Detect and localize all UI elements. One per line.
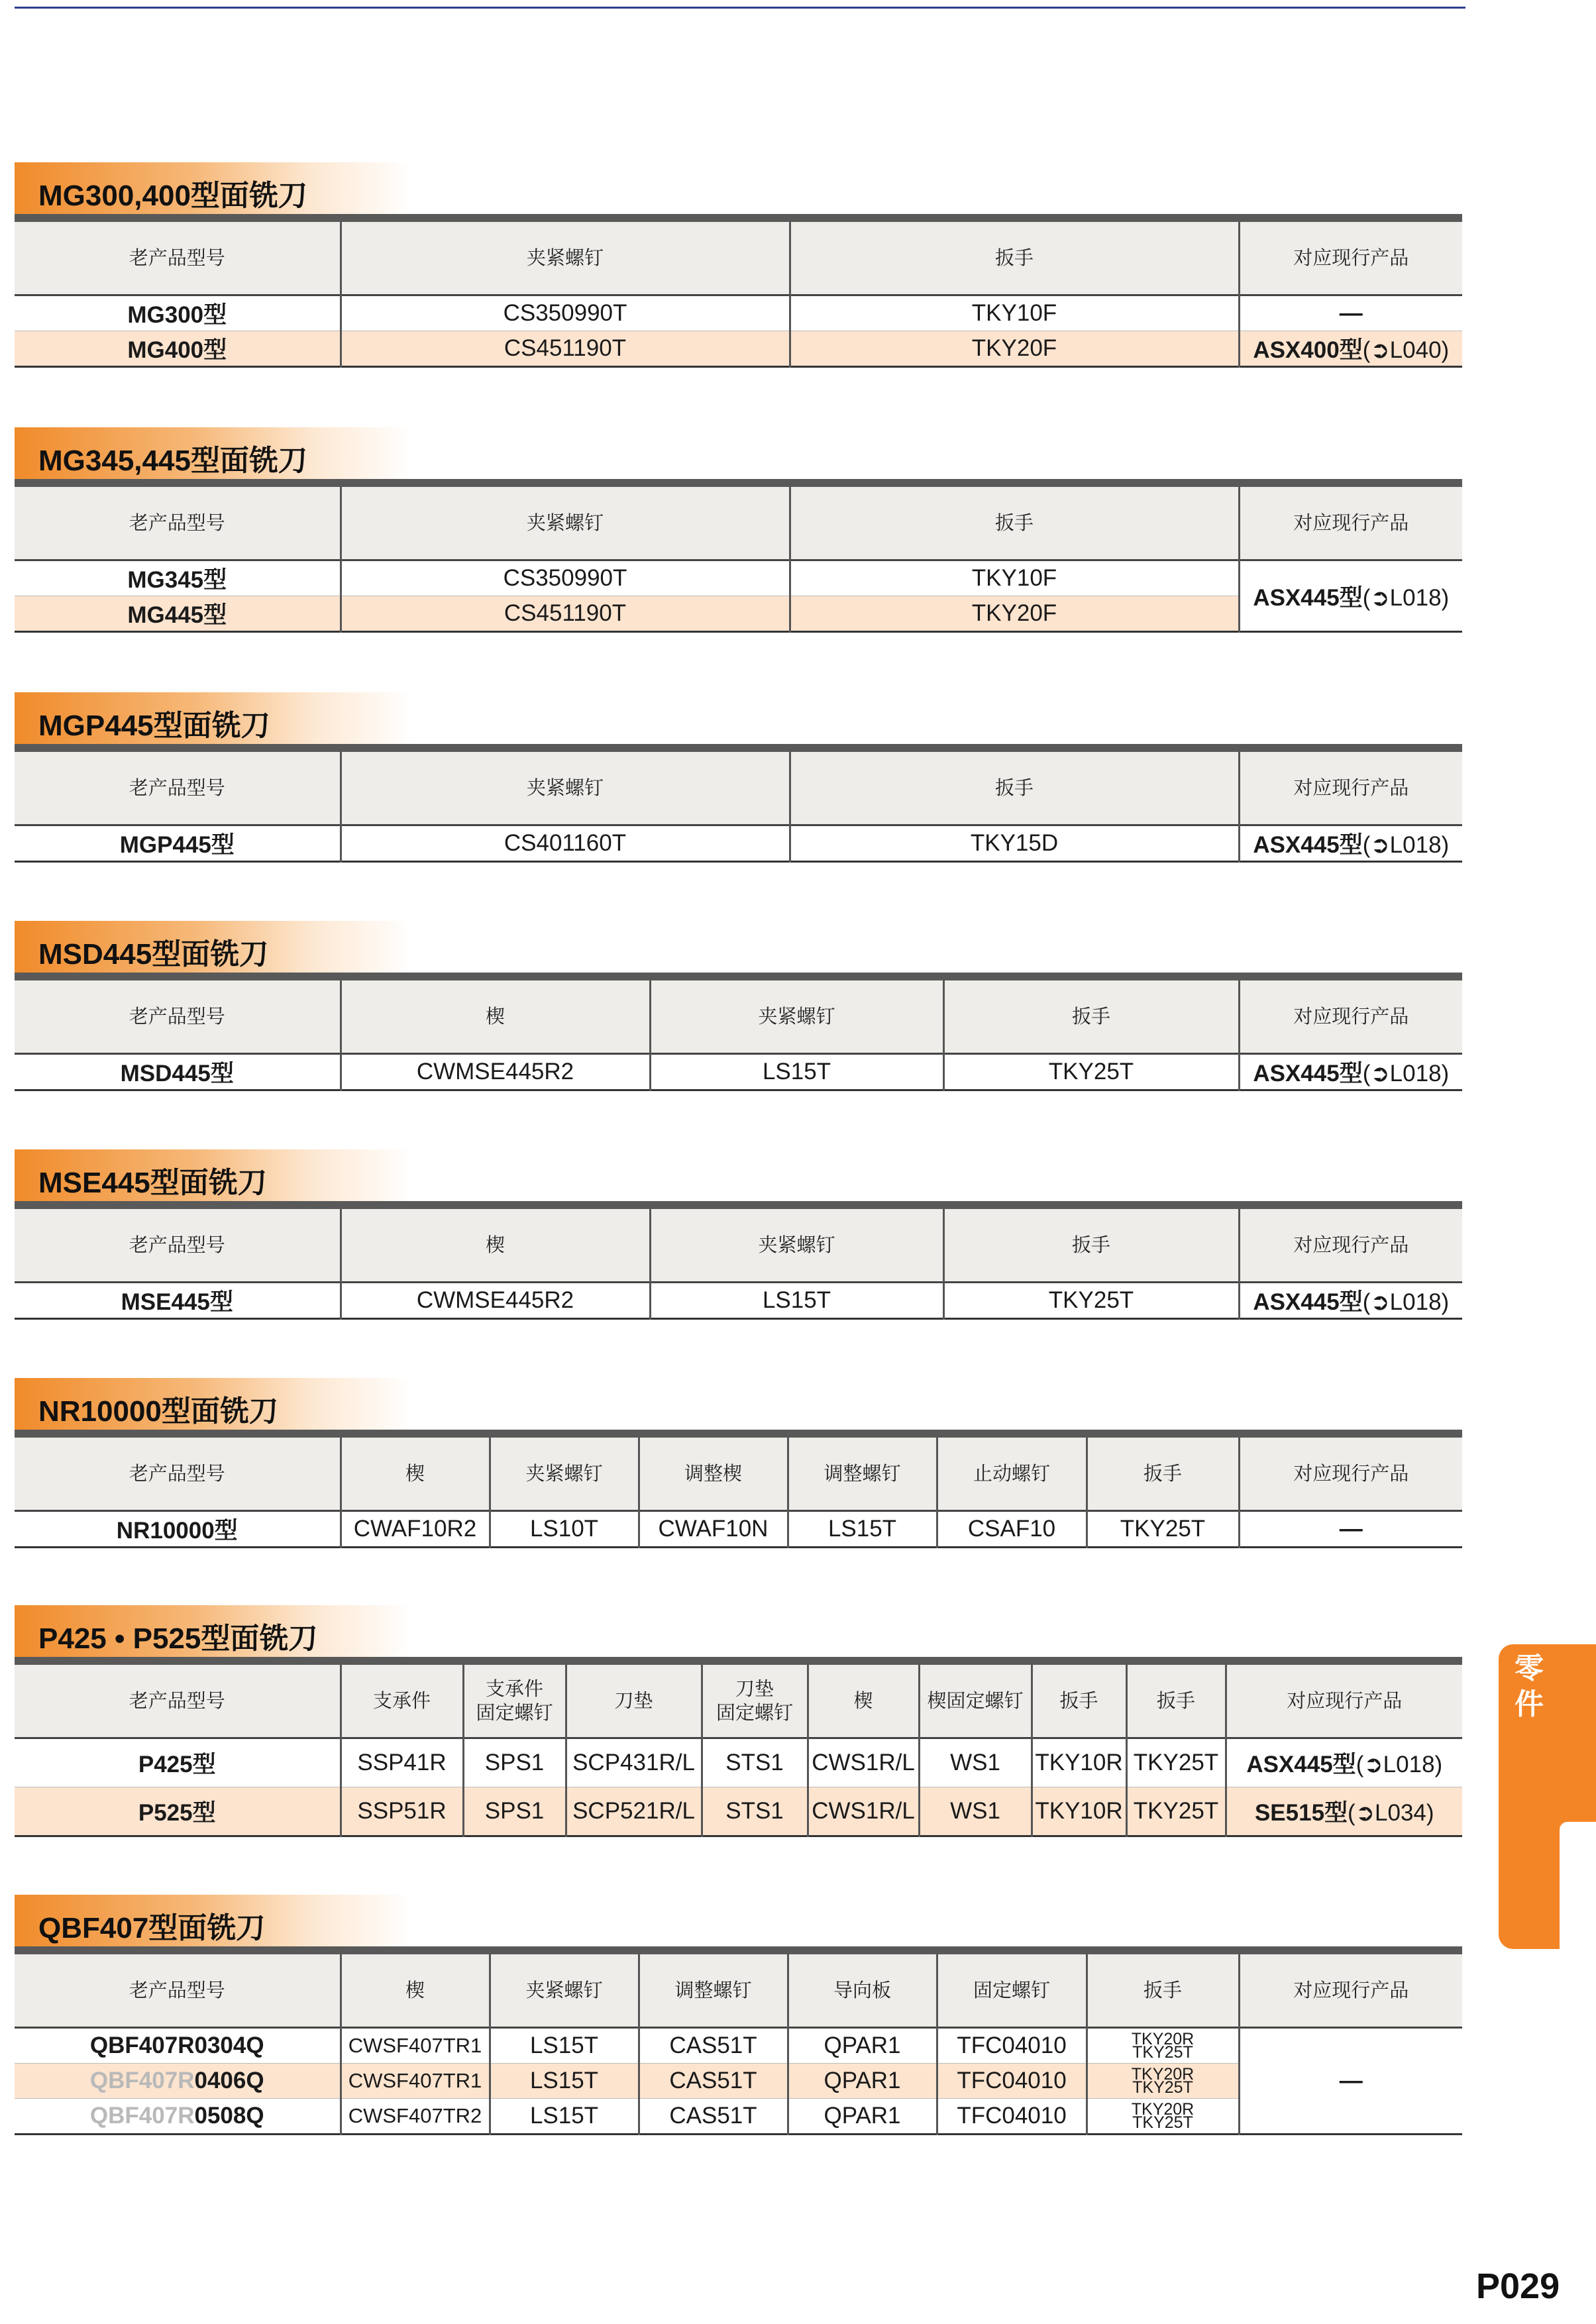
table-row	[15, 560, 1462, 596]
header-cell: 导向板	[788, 1954, 937, 2028]
table-row	[15, 1738, 1462, 1787]
model-cell: MSE445型	[121, 1289, 233, 1315]
page-reference-link[interactable]: (➲L040)	[1362, 337, 1450, 363]
wedge-cell: CWS1R/L	[808, 1787, 919, 1836]
header-cell: 对应现行产品	[1239, 222, 1462, 295]
current-product-name: ASX400型	[1253, 337, 1363, 363]
screw-cell: LS15T	[490, 2064, 639, 2099]
parts-table	[15, 1438, 1462, 1548]
model-prefix: QBF407R	[89, 2068, 195, 2093]
wedge-cell: CWMSE445R2	[341, 1054, 650, 1090]
shim-screw-cell: STS1	[702, 1738, 808, 1787]
header-cell: 夹紧螺钉	[341, 487, 790, 560]
wrench-line: TKY25T	[1132, 2078, 1193, 2097]
section-title-text: MG345,445型面铣刀	[38, 445, 307, 477]
header-cell: 扳手	[1087, 1954, 1239, 2028]
header-cell: 楔	[341, 980, 650, 1054]
header-cell: 楔	[341, 1209, 650, 1283]
page-reference-link[interactable]: (➲L018)	[1362, 1289, 1450, 1315]
header-cell: 对应现行产品	[1239, 1209, 1462, 1283]
header-cell: 老产品型号	[15, 1665, 341, 1738]
header-cell: 楔	[341, 1954, 490, 2028]
tab-label	[1499, 1651, 1560, 1722]
header-cell: 老产品型号	[15, 1954, 341, 2028]
section-title	[15, 1378, 1462, 1430]
wrench-line: TKY25T	[1132, 2043, 1193, 2062]
section-title-text: QBF407型面铣刀	[38, 1912, 266, 1944]
header-cell: 对应现行产品	[1239, 980, 1462, 1054]
header-cell: 老产品型号	[15, 1209, 341, 1283]
support-cell: SSP51R	[341, 1787, 463, 1836]
model-cell: MG445型	[15, 596, 341, 632]
adjust-screw-cell: LS15T	[788, 1511, 937, 1548]
page-number: P029	[1476, 2266, 1560, 2306]
model-cell	[15, 2099, 341, 2135]
section-qbf407	[15, 1895, 1462, 2135]
current-product-name: ASX445型	[1253, 584, 1363, 611]
header-cell: 对应现行产品	[1226, 1665, 1462, 1738]
model-suffix: 0406Q	[194, 2068, 264, 2093]
header-cell: 扳手	[943, 1209, 1239, 1283]
screw-cell: CS350990T	[341, 295, 790, 331]
page-reference-link[interactable]: (➲L018)	[1362, 832, 1450, 858]
header-cell: 扳手	[943, 980, 1239, 1054]
header-cell: 老产品型号	[15, 980, 341, 1054]
section-mg345	[15, 427, 1462, 633]
header-cell: 对应现行产品	[1239, 1438, 1462, 1511]
header-cell: 楔固定螺钉	[919, 1665, 1032, 1738]
screw-cell: LS15T	[490, 2099, 639, 2135]
header-cell: 对应现行产品	[1239, 1954, 1462, 2028]
fixing-screw-cell: TFC04010	[937, 2099, 1087, 2135]
section-msd445	[15, 921, 1462, 1091]
section-title-text: MSD445型面铣刀	[38, 938, 269, 971]
header-line: 固定螺钉	[476, 1702, 553, 1724]
model-cell: MG400型	[15, 331, 341, 367]
current-product-name: ASX445型	[1253, 832, 1363, 858]
section-rule	[15, 214, 1462, 222]
section-title-text: MGP445型面铣刀	[38, 710, 270, 742]
wedge-cell: CWSF407TR1	[341, 2028, 490, 2064]
screw-cell: CS451190T	[341, 596, 790, 632]
table-row	[15, 1511, 1462, 1548]
screw-cell: LS15T	[650, 1054, 943, 1090]
wrench-cell: TKY10R	[1032, 1787, 1126, 1836]
section-title-text: MSE445型面铣刀	[38, 1167, 267, 1199]
header-cell: 扳手	[1126, 1665, 1226, 1738]
section-p425-p525	[15, 1605, 1462, 1837]
adjust-screw-cell: CAS51T	[639, 2099, 788, 2135]
guide-plate-cell: QPAR1	[788, 2099, 937, 2135]
wrench-line: TKY25T	[1132, 2113, 1193, 2132]
model-cell: MGP445型	[119, 832, 235, 858]
header-cell: 调整楔	[639, 1438, 788, 1511]
shim-cell: SCP521R/L	[566, 1787, 702, 1836]
adjust-screw-cell: CAS51T	[639, 2064, 788, 2099]
current-product-cell: —	[1239, 1511, 1462, 1548]
wrench-cell: TKY25T	[943, 1054, 1239, 1090]
current-product-name: SE515型	[1254, 1800, 1348, 1826]
header-cell: 老产品型号	[15, 1438, 341, 1511]
header-line: 支承件	[485, 1678, 543, 1700]
wrench-cell: TKY25T	[1087, 1511, 1239, 1548]
tab-label-char: 件	[1515, 1688, 1544, 1720]
section-title	[15, 921, 1462, 973]
header-cell: 调整螺钉	[788, 1438, 937, 1511]
stop-screw-cell: CSAF10	[937, 1511, 1087, 1548]
model-cell: MG345型	[127, 567, 227, 593]
header-cell: 老产品型号	[15, 487, 341, 560]
header-cell: 夹紧螺钉	[490, 1954, 639, 2028]
header-cell: 对应现行产品	[1239, 487, 1462, 560]
model-cell: MG300型	[127, 302, 227, 328]
screw-cell: CS401160T	[341, 825, 790, 862]
current-product-cell[interactable]	[1239, 1054, 1462, 1090]
section-rule	[15, 1946, 1462, 1954]
current-product-cell[interactable]	[1239, 825, 1462, 862]
current-product-name: ASX445型	[1246, 1752, 1356, 1777]
parts-section-tab[interactable]	[1499, 1644, 1596, 1949]
current-product-cell[interactable]	[1226, 1787, 1462, 1836]
wrench-cell: TKY20F	[790, 596, 1239, 632]
section-title	[15, 1605, 1462, 1657]
wrench-cell: TKY15D	[790, 825, 1239, 862]
header-cell: 支承件	[341, 1665, 463, 1738]
section-title-text: NR10000型面铣刀	[38, 1395, 278, 1428]
model-cell: P525型	[15, 1787, 341, 1836]
section-title	[15, 1149, 1462, 1201]
screw-cell: CS350990T	[341, 560, 790, 596]
section-rule	[15, 1430, 1462, 1438]
model-cell	[15, 2064, 341, 2099]
wrench-cell: TKY20F	[790, 331, 1239, 367]
header-cell: 扳手	[790, 487, 1239, 560]
screw-cell: LS10T	[490, 1511, 639, 1548]
header-cell: 老产品型号	[15, 222, 341, 295]
header-cell: 扳手	[1032, 1665, 1126, 1738]
parts-table	[15, 1665, 1462, 1837]
wedge-cell: CWAF10R2	[341, 1511, 490, 1548]
parts-table	[15, 222, 1462, 368]
table-row	[15, 1787, 1462, 1836]
current-product-cell[interactable]	[1226, 1738, 1462, 1787]
parts-table	[15, 980, 1462, 1091]
current-product-name: ASX445型	[1253, 1061, 1363, 1086]
guide-plate-cell: QPAR1	[788, 2028, 937, 2064]
section-rule	[15, 1657, 1462, 1665]
current-product-cell[interactable]	[1239, 331, 1462, 367]
parts-table	[15, 752, 1462, 863]
current-product-cell[interactable]	[1239, 1283, 1462, 1319]
header-cell: 刀垫	[566, 1665, 702, 1738]
wrench-cell	[1087, 2099, 1239, 2135]
header-line: 固定螺钉	[716, 1702, 793, 1724]
table-row	[15, 825, 1462, 862]
model-cell: P425型	[138, 1752, 216, 1777]
support-screw-cell: SPS1	[463, 1787, 566, 1836]
section-rule	[15, 973, 1462, 980]
header-cell: 老产品型号	[15, 752, 341, 825]
model-cell: QBF407R0304Q	[89, 2033, 264, 2058]
section-title	[15, 427, 1462, 479]
wedge-screw-cell: WS1	[919, 1787, 1032, 1836]
header-cell: 夹紧螺钉	[341, 752, 790, 825]
wrench-cell: TKY25T	[1126, 1738, 1226, 1787]
header-cell: 楔	[341, 1438, 490, 1511]
wedge-cell: CWS1R/L	[808, 1738, 919, 1787]
current-product-cell: —	[1239, 295, 1462, 331]
section-rule	[15, 479, 1462, 487]
fixing-screw-cell: TFC04010	[937, 2064, 1087, 2099]
section-mg300	[15, 162, 1462, 368]
fixing-screw-cell: TFC04010	[937, 2028, 1087, 2064]
table-row	[15, 1054, 1462, 1090]
header-cell: 对应现行产品	[1239, 752, 1462, 825]
section-title-text: P425 • P525型面铣刀	[38, 1622, 318, 1655]
shim-cell: SCP431R/L	[566, 1738, 702, 1787]
section-mgp445	[15, 692, 1462, 863]
table-row	[15, 295, 1462, 331]
page-reference-link[interactable]: (➲L018)	[1356, 1752, 1443, 1777]
wrench-cell	[1087, 2064, 1239, 2099]
shim-screw-cell: STS1	[702, 1787, 808, 1836]
wedge-cell: CWMSE445R2	[341, 1283, 650, 1319]
header-cell: 止动螺钉	[937, 1438, 1087, 1511]
support-cell: SSP41R	[341, 1738, 463, 1787]
section-title-text: MG300,400型面铣刀	[38, 180, 307, 212]
wrench-cell: TKY25T	[943, 1283, 1239, 1319]
model-prefix: QBF407R	[89, 2103, 195, 2129]
adjust-screw-cell: CAS51T	[639, 2028, 788, 2064]
table-row	[15, 331, 1462, 367]
page-reference-link[interactable]: (➲L018)	[1362, 584, 1450, 611]
wrench-cell: TKY25T	[1126, 1787, 1226, 1836]
header-line: 刀垫	[735, 1678, 774, 1700]
page-reference-link[interactable]: (➲L034)	[1348, 1800, 1434, 1826]
wrench-cell: TKY10R	[1032, 1738, 1126, 1787]
model-suffix: 0508Q	[194, 2103, 264, 2129]
header-cell: 扳手	[1087, 1438, 1239, 1511]
section-mse445	[15, 1149, 1462, 1320]
header-cell	[702, 1665, 808, 1738]
guide-plate-cell: QPAR1	[788, 2064, 937, 2099]
wedge-screw-cell: WS1	[919, 1738, 1032, 1787]
table-row	[15, 1283, 1462, 1319]
section-rule	[15, 1201, 1462, 1209]
adjust-wedge-cell: CWAF10N	[639, 1511, 788, 1548]
header-cell: 夹紧螺钉	[650, 980, 943, 1054]
section-title	[15, 1895, 1462, 1946]
support-screw-cell: SPS1	[463, 1738, 566, 1787]
current-product-cell[interactable]	[1239, 560, 1462, 632]
current-product-name: ASX445型	[1253, 1289, 1363, 1315]
wedge-cell: CWSF407TR1	[341, 2064, 490, 2099]
parts-table	[15, 1954, 1462, 2135]
table-row	[15, 2028, 1462, 2064]
header-cell: 夹紧螺钉	[341, 222, 790, 295]
header-cell: 调整螺钉	[639, 1954, 788, 2028]
wrench-cell	[1087, 2028, 1239, 2064]
header-cell	[463, 1665, 566, 1738]
header-cell: 扳手	[790, 222, 1239, 295]
page-reference-link[interactable]: (➲L018)	[1362, 1061, 1450, 1086]
wrench-line: TKY20R	[1131, 2100, 1195, 2119]
section-rule	[15, 744, 1462, 752]
model-cell: MSD445型	[120, 1061, 234, 1086]
wrench-cell: TKY10F	[790, 295, 1239, 331]
section-title	[15, 162, 1462, 214]
header-cell: 固定螺钉	[937, 1954, 1087, 2028]
screw-cell: LS15T	[650, 1283, 943, 1319]
section-title	[15, 692, 1462, 744]
wrench-line: TKY20R	[1131, 2030, 1195, 2048]
current-product-cell: —	[1239, 2028, 1462, 2135]
parts-table	[15, 1209, 1462, 1320]
parts-table	[15, 487, 1462, 633]
header-cell: 扳手	[790, 752, 1239, 825]
header-cell: 夹紧螺钉	[490, 1438, 639, 1511]
screw-cell: LS15T	[490, 2028, 639, 2064]
model-cell: NR10000型	[116, 1518, 238, 1544]
tab-label-char: 零	[1515, 1652, 1544, 1685]
wedge-cell: CWSF407TR2	[341, 2099, 490, 2135]
wrench-cell: TKY10F	[790, 560, 1239, 596]
header-cell: 楔	[808, 1665, 919, 1738]
header-cell: 夹紧螺钉	[650, 1209, 943, 1283]
screw-cell: CS451190T	[341, 331, 790, 367]
tab-notch	[1560, 1822, 1596, 1949]
top-rule	[15, 7, 1465, 9]
wrench-line: TKY20R	[1131, 2065, 1195, 2084]
section-nr10000	[15, 1378, 1462, 1548]
